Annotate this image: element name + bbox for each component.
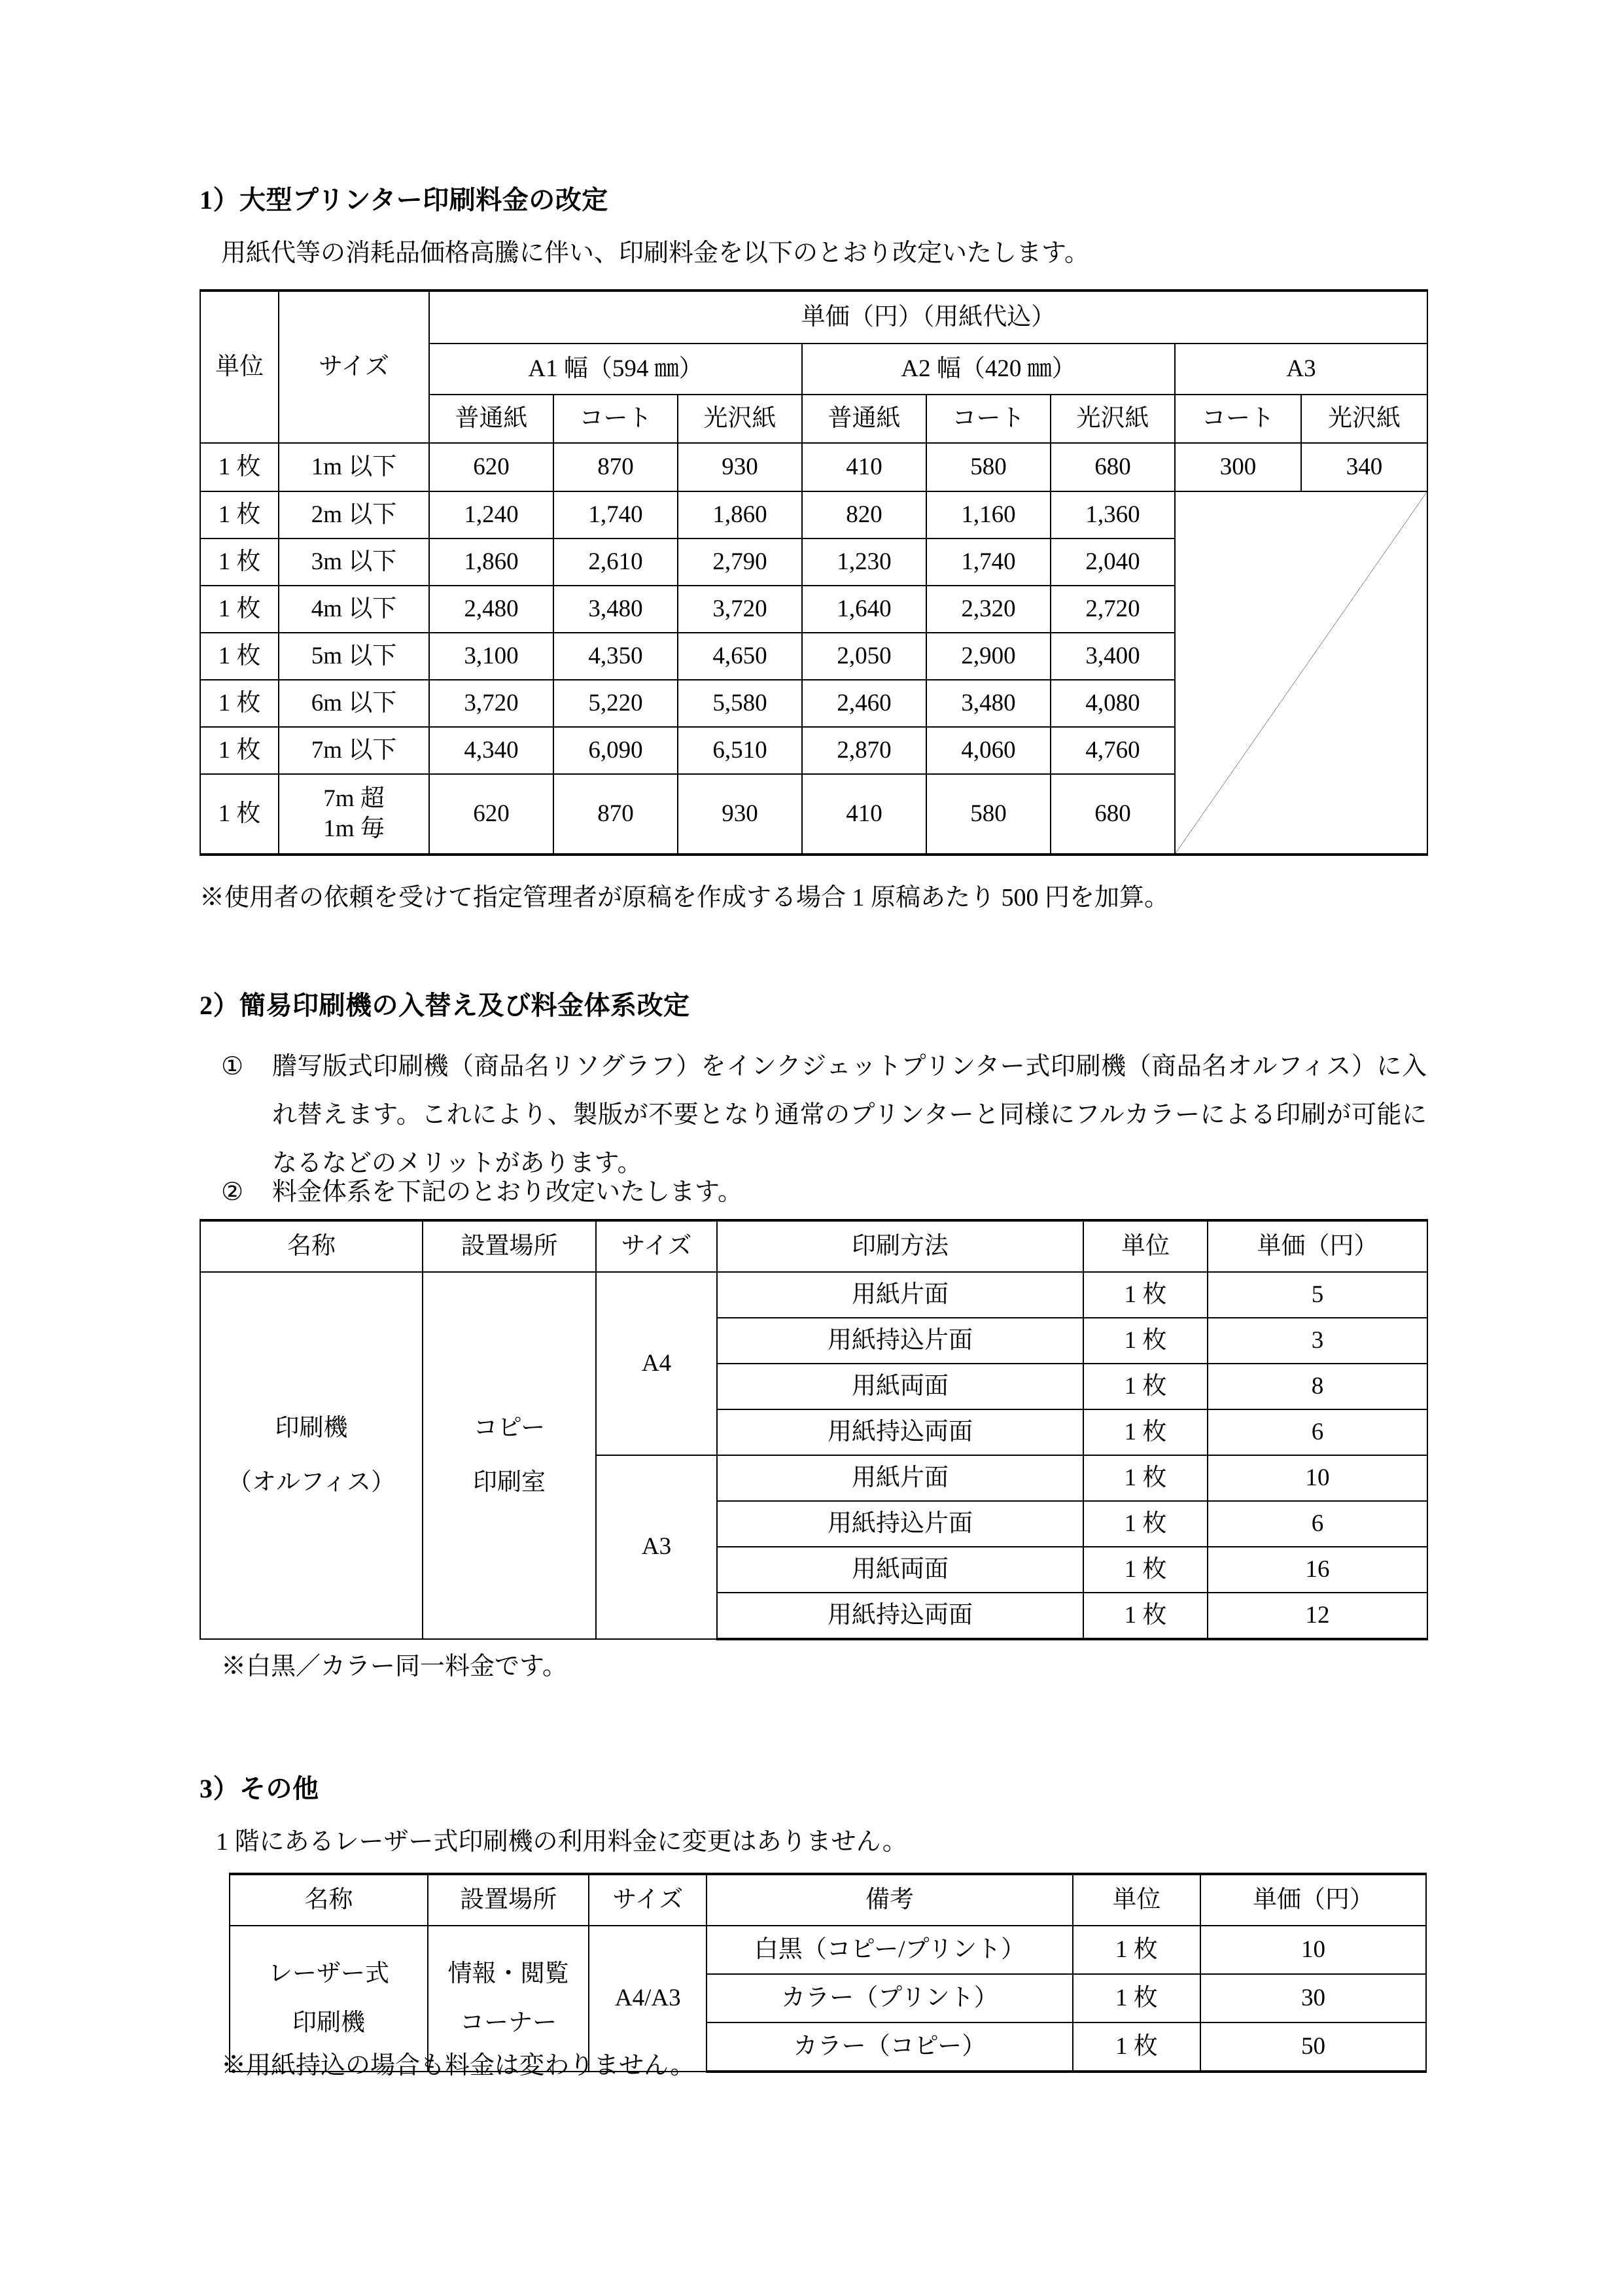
table-row — [230, 1926, 1426, 1974]
cell-a2-gloss: 2,040 — [1051, 539, 1175, 586]
section-2-note: ※白黒／カラー同一料金です。 — [221, 1653, 567, 1680]
row-size: 7m 以下 — [279, 727, 429, 774]
header-size: サイズ — [279, 291, 429, 443]
row-size: 6m 以下 — [279, 680, 429, 727]
header-a1-coat: コート — [553, 395, 678, 443]
cell-unit: 1 枚 — [1083, 1547, 1208, 1593]
header-group-a3: A3 — [1175, 344, 1427, 395]
table-header-row — [230, 1874, 1426, 1926]
cell-method: 用紙持込両面 — [717, 1593, 1083, 1639]
header-a2-gloss: 光沢紙 — [1051, 395, 1175, 443]
cell-a1-gloss: 3,720 — [678, 586, 802, 633]
table-header-row — [200, 291, 1427, 344]
cell-a2-coat: 1,740 — [926, 539, 1051, 586]
cell-price: 10 — [1208, 1455, 1427, 1501]
large-printer-price-table — [200, 289, 1428, 856]
cell-size-a3: A3 — [596, 1455, 717, 1639]
header-unit: 単位 — [200, 291, 279, 443]
machine-name-line2: （オルフィス） — [227, 1468, 396, 1496]
cell-a1-plain: 4,340 — [429, 727, 553, 774]
cell-a2-gloss: 2,720 — [1051, 586, 1175, 633]
cell-unit: 1 枚 — [1083, 1501, 1208, 1547]
row-unit: 1 枚 — [200, 727, 279, 774]
header-name: 名称 — [230, 1874, 428, 1926]
cell-a1-coat: 5,220 — [553, 680, 678, 727]
cell-a1-plain: 1,240 — [429, 491, 553, 539]
row-unit: 1 枚 — [200, 443, 279, 491]
cell-price: 6 — [1208, 1409, 1427, 1455]
section-3-lead-text: 1 階にあるレーザー式印刷機の利用料金に変更はありません。 — [216, 1828, 907, 1856]
cell-price: 10 — [1200, 1926, 1426, 1974]
cell-unit: 1 枚 — [1083, 1409, 1208, 1455]
cell-a1-gloss: 930 — [678, 774, 802, 855]
machine-location-line1: 情報・閲覧 — [447, 1960, 569, 1988]
cell-a1-gloss: 930 — [678, 443, 802, 491]
section-3-note: ※用紙持込の場合も料金は変わりません。 — [221, 2052, 695, 2079]
cell-a1-gloss: 5,580 — [678, 680, 802, 727]
cell-remark: 白黒（コピー/プリント） — [707, 1926, 1073, 1974]
cell-method: 用紙持込両面 — [717, 1409, 1083, 1455]
cell-a2-coat: 3,480 — [926, 680, 1051, 727]
cell-price: 12 — [1208, 1593, 1427, 1639]
header-price: 単価（円） — [1200, 1874, 1426, 1926]
cell-a2-plain: 1,230 — [802, 539, 926, 586]
section-2-item-2 — [221, 1168, 1427, 1216]
cell-a2-plain: 2,870 — [802, 727, 926, 774]
header-unit: 単位 — [1073, 1874, 1200, 1926]
section-1-lead-text: 用紙代等の消耗品価格高騰に伴い、印刷料金を以下のとおり改定いたします。 — [221, 239, 1089, 267]
cell-a2-coat: 4,060 — [926, 727, 1051, 774]
cell-a1-coat: 1,740 — [553, 491, 678, 539]
cell-a2-plain: 2,050 — [802, 633, 926, 680]
cell-unit: 1 枚 — [1073, 1974, 1200, 2022]
cell-a2-coat: 2,320 — [926, 586, 1051, 633]
row-unit: 1 枚 — [200, 774, 279, 855]
cell-unit: 1 枚 — [1083, 1318, 1208, 1364]
cell-a1-plain: 3,100 — [429, 633, 553, 680]
cell-price: 30 — [1200, 1974, 1426, 2022]
cell-method: 用紙持込片面 — [717, 1318, 1083, 1364]
cell-remark: カラー（コピー） — [707, 2022, 1073, 2072]
section-3-heading: 3）その他 — [200, 1774, 319, 1803]
header-size: サイズ — [596, 1220, 717, 1272]
cell-method: 用紙片面 — [717, 1272, 1083, 1318]
cell-a1-coat: 3,480 — [553, 586, 678, 633]
cell-price: 5 — [1208, 1272, 1427, 1318]
cell-a2-plain: 2,460 — [802, 680, 926, 727]
list-marker-1: ① — [221, 1053, 244, 1080]
header-location: 設置場所 — [428, 1874, 589, 1926]
cell-remark: カラー（プリント） — [707, 1974, 1073, 2022]
list-text-1: 謄写版式印刷機（商品名リソグラフ）をインクジェットプリンター式印刷機（商品名オルフィス）に入れ替えます。これにより、製版が不要となり通常のプリンターと同様にフルカラーによる印刷が可能になるなどのメリットがあります。 — [272, 1053, 1427, 1178]
cell-a1-gloss: 1,860 — [678, 491, 802, 539]
machine-name-line2: 印刷機 — [292, 2009, 365, 2036]
list-marker-2: ② — [221, 1178, 244, 1206]
cell-price: 3 — [1208, 1318, 1427, 1364]
header-price-group: 単価（円）（用紙代込） — [429, 291, 1427, 344]
cell-a1-gloss: 6,510 — [678, 727, 802, 774]
cell-unit: 1 枚 — [1083, 1593, 1208, 1639]
cell-a2-plain: 410 — [802, 443, 926, 491]
header-unit: 単位 — [1083, 1220, 1208, 1272]
table-row — [200, 1272, 1427, 1318]
cell-a2-plain: 410 — [802, 774, 926, 855]
machine-location-line2: コーナー — [460, 2009, 557, 2036]
cell-a1-plain: 2,480 — [429, 586, 553, 633]
cell-price: 50 — [1200, 2022, 1426, 2072]
table-row — [200, 443, 1427, 491]
laser-printer-price-table — [229, 1873, 1427, 2073]
cell-a1-plain: 3,720 — [429, 680, 553, 727]
table-header-row — [200, 1220, 1427, 1272]
cell-a2-gloss: 1,360 — [1051, 491, 1175, 539]
machine-name-line1: レーザー式 — [268, 1960, 389, 1988]
machine-location-line1: コピー — [473, 1415, 546, 1442]
header-a3-coat: コート — [1175, 395, 1301, 443]
cell-a2-plain: 1,640 — [802, 586, 926, 633]
header-remark: 備考 — [707, 1874, 1073, 1926]
cell-a1-plain: 1,860 — [429, 539, 553, 586]
cell-price: 6 — [1208, 1501, 1427, 1547]
section-2-heading: 2）簡易印刷機の入替え及び料金体系改定 — [200, 991, 690, 1020]
cell-a1-coat: 870 — [553, 774, 678, 855]
cell-a1-coat: 2,610 — [553, 539, 678, 586]
header-name: 名称 — [200, 1220, 423, 1272]
cell-unit: 1 枚 — [1083, 1364, 1208, 1409]
cell-method: 用紙両面 — [717, 1547, 1083, 1593]
cell-a1-plain: 620 — [429, 443, 553, 491]
cell-machine-location — [423, 1272, 596, 1639]
cell-unit: 1 枚 — [1083, 1455, 1208, 1501]
row-unit: 1 枚 — [200, 539, 279, 586]
cell-size-a4: A4 — [596, 1272, 717, 1455]
header-a1-gloss: 光沢紙 — [678, 395, 802, 443]
cell-a1-plain: 620 — [429, 774, 553, 855]
row-size — [279, 774, 429, 855]
section-2-item-1 — [221, 1042, 1427, 1188]
cell-a2-coat: 580 — [926, 774, 1051, 855]
cell-machine-name — [200, 1272, 423, 1639]
header-group-a1: A1 幅（594 ㎜） — [429, 344, 802, 395]
header-a3-gloss: 光沢紙 — [1301, 395, 1427, 443]
cell-a1-coat: 4,350 — [553, 633, 678, 680]
cell-a1-coat: 6,090 — [553, 727, 678, 774]
cell-method: 用紙片面 — [717, 1455, 1083, 1501]
machine-name-line1: 印刷機 — [275, 1415, 348, 1442]
row-size-line1: 7m 超 — [323, 785, 385, 812]
header-a2-plain: 普通紙 — [802, 395, 926, 443]
cell-price: 16 — [1208, 1547, 1427, 1593]
cell-a2-gloss: 3,400 — [1051, 633, 1175, 680]
header-group-a2: A2 幅（420 ㎜） — [802, 344, 1175, 395]
row-size-line2: 1m 毎 — [323, 815, 385, 842]
row-size: 3m 以下 — [279, 539, 429, 586]
row-unit: 1 枚 — [200, 586, 279, 633]
section-1-heading: 1）大型プリンター印刷料金の改定 — [200, 185, 608, 215]
header-price: 単価（円） — [1208, 1220, 1427, 1272]
cell-a2-gloss: 680 — [1051, 774, 1175, 855]
row-size: 2m 以下 — [279, 491, 429, 539]
cell-a2-gloss: 4,760 — [1051, 727, 1175, 774]
header-a2-coat: コート — [926, 395, 1051, 443]
cell-a2-coat: 1,160 — [926, 491, 1051, 539]
cell-price: 8 — [1208, 1364, 1427, 1409]
cell-method: 用紙両面 — [717, 1364, 1083, 1409]
cell-method: 用紙持込片面 — [717, 1501, 1083, 1547]
row-unit: 1 枚 — [200, 680, 279, 727]
cell-unit: 1 枚 — [1073, 1926, 1200, 1974]
cell-a1-coat: 870 — [553, 443, 678, 491]
machine-location-line2: 印刷室 — [473, 1468, 546, 1496]
cell-a3-gloss: 340 — [1301, 443, 1427, 491]
cell-a2-gloss: 4,080 — [1051, 680, 1175, 727]
cell-unit: 1 枚 — [1073, 2022, 1200, 2072]
row-unit: 1 枚 — [200, 491, 279, 539]
list-text-2: 料金体系を下記のとおり改定いたします。 — [272, 1178, 742, 1206]
row-size: 1m 以下 — [279, 443, 429, 491]
cell-a2-coat: 2,900 — [926, 633, 1051, 680]
header-location: 設置場所 — [423, 1220, 596, 1272]
cell-a2-coat: 580 — [926, 443, 1051, 491]
cell-a3-coat: 300 — [1175, 443, 1301, 491]
table-row — [200, 491, 1427, 539]
header-size: サイズ — [589, 1874, 707, 1926]
section-1-note: ※使用者の依頼を受けて指定管理者が原稿を作成する場合 1 原稿あたり 500 円を加算。 — [200, 884, 1170, 911]
cell-a1-gloss: 4,650 — [678, 633, 802, 680]
row-unit: 1 枚 — [200, 633, 279, 680]
cell-a2-gloss: 680 — [1051, 443, 1175, 491]
cell-size: A4/A3 — [589, 1926, 707, 2072]
row-size: 5m 以下 — [279, 633, 429, 680]
risograph-price-table — [200, 1219, 1428, 1640]
row-size: 4m 以下 — [279, 586, 429, 633]
header-print-method: 印刷方法 — [717, 1220, 1083, 1272]
cell-a1-gloss: 2,790 — [678, 539, 802, 586]
cell-a2-plain: 820 — [802, 491, 926, 539]
cell-unit: 1 枚 — [1083, 1272, 1208, 1318]
header-a1-plain: 普通紙 — [429, 395, 553, 443]
a3-not-applicable-cell — [1175, 491, 1427, 855]
